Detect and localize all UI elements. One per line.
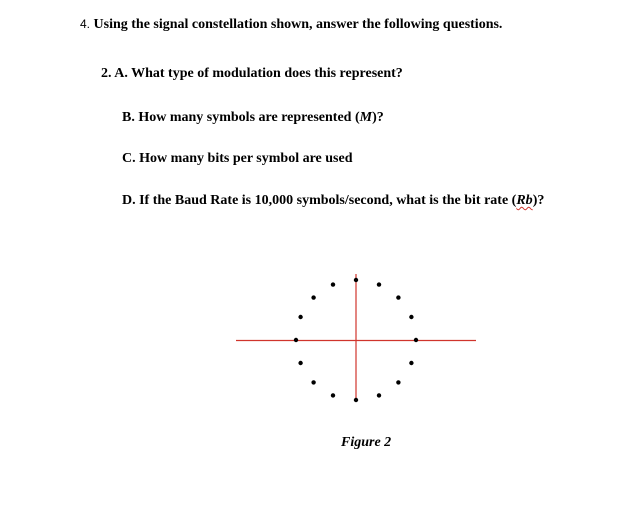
constellation-point-16 xyxy=(409,361,413,365)
constellation-point-1 xyxy=(414,338,418,342)
constellation-point-3 xyxy=(396,295,400,299)
part-b-text-before: B. How many symbols are represented ( xyxy=(122,110,360,125)
constellation-point-12 xyxy=(331,393,335,397)
part-d-variable: Rb xyxy=(516,193,533,208)
constellation-point-7 xyxy=(311,295,315,299)
question-number: 4. xyxy=(80,17,91,31)
constellation-point-2 xyxy=(409,315,413,319)
constellation-point-6 xyxy=(331,282,335,286)
constellation-point-5 xyxy=(354,278,358,282)
part-d-text-after: )? xyxy=(532,193,545,208)
part-c-question: C. How many bits per symbol are used xyxy=(122,151,353,166)
constellation-point-13 xyxy=(354,398,358,402)
constellation-point-11 xyxy=(311,380,315,384)
figure-caption: Figure 2 xyxy=(341,435,392,450)
constellation-point-9 xyxy=(294,338,298,342)
part-b-variable: M xyxy=(359,110,373,125)
constellation-point-15 xyxy=(396,380,400,384)
part-d-text-before: D. If the Baud Rate is 10,000 symbols/second, what is the bit rate ( xyxy=(122,193,517,208)
constellation-point-4 xyxy=(377,282,381,286)
constellation-point-10 xyxy=(298,361,302,365)
part-b-text-after: )? xyxy=(372,110,384,125)
part-a-question: 2. A. What type of modulation does this represent? xyxy=(101,66,403,81)
constellation-point-8 xyxy=(298,315,302,319)
constellation-point-14 xyxy=(377,393,381,397)
question-text: Using the signal constellation shown, answer the following questions. xyxy=(93,17,503,32)
